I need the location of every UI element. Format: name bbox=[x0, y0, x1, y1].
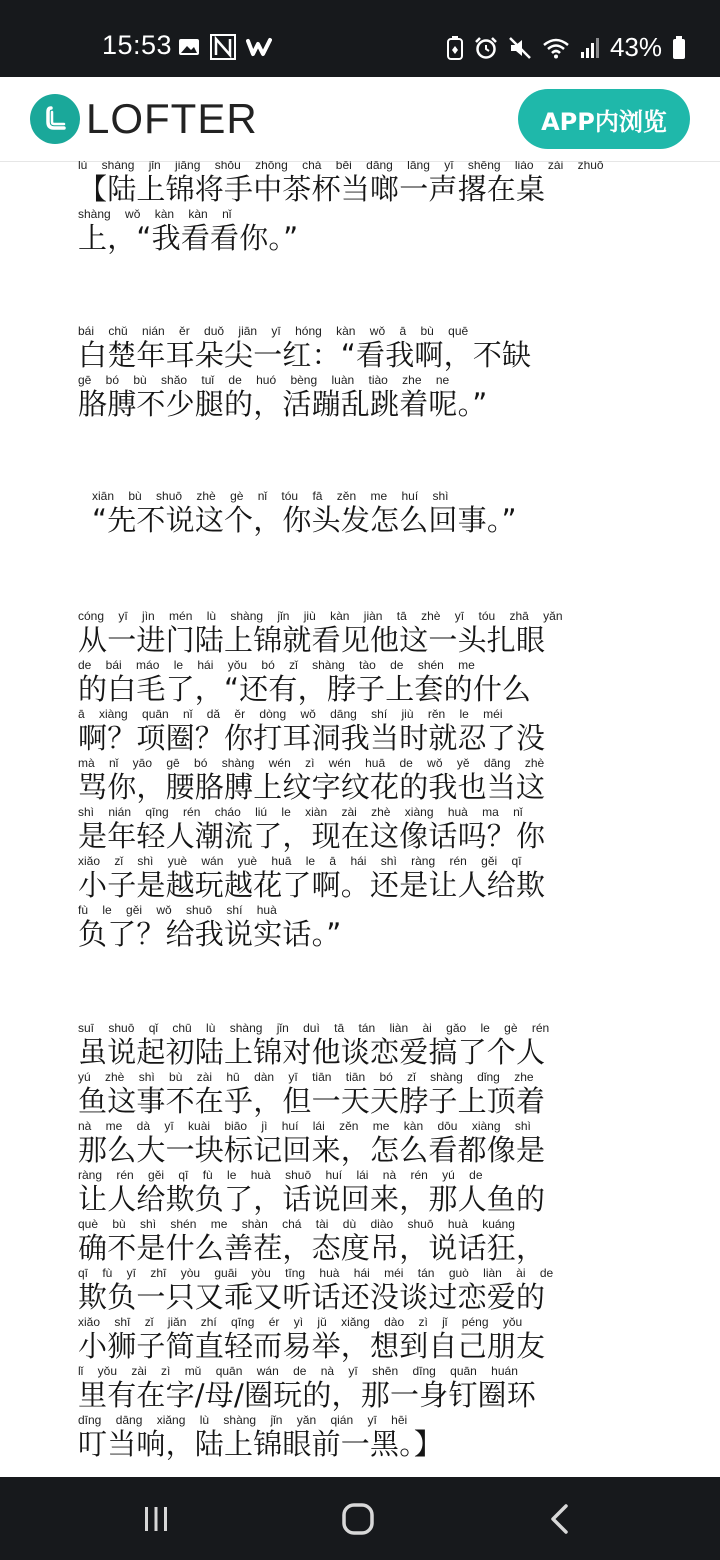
line-text: 骂你，腰胳膊上纹字纹花的我也当这 bbox=[78, 770, 546, 804]
pinyin-annotation: de bái máo le hái yǒu bó zǐ shàng tào de shén me bbox=[78, 658, 475, 672]
text-line bbox=[78, 1168, 644, 1220]
paragraph bbox=[78, 324, 644, 425]
alarm-icon bbox=[474, 36, 498, 60]
image-icon bbox=[178, 37, 200, 57]
pinyin-annotation: xiǎo shī zǐ jiǎn zhí qīng ér yì jǔ xiǎng dào zì jǐ péng yǒu bbox=[78, 1315, 523, 1329]
line-text: 虽说起初陆上锦对他谈恋爱搞了个人 bbox=[78, 1035, 546, 1069]
text-line bbox=[78, 1119, 644, 1171]
line-text: 欺负一只又乖又听话还没谈过恋爱的 bbox=[78, 1280, 546, 1314]
line-text: 白楚年耳朵尖一红：“看我啊，不缺 bbox=[78, 338, 532, 372]
text-line bbox=[78, 161, 644, 210]
w-app-icon bbox=[246, 37, 272, 57]
pinyin-annotation: mà nǐ yāo gē bó shàng wén zì wén huā de wǒ yě dāng zhè bbox=[78, 756, 545, 770]
paragraph bbox=[92, 489, 658, 541]
line-text: 负了？给我说实话。” bbox=[78, 917, 342, 951]
pinyin-annotation: shì nián qīng rén cháo liú le xiàn zài zhè xiàng huà ma nǐ bbox=[78, 805, 523, 819]
status-left-icons bbox=[178, 34, 272, 60]
pinyin-annotation: qī fù yī zhī yòu guāi yòu tīng huà hái méi tán guò liàn ài de bbox=[78, 1266, 554, 1280]
signal-icon bbox=[580, 37, 600, 59]
text-line bbox=[78, 854, 644, 906]
paragraph bbox=[78, 1021, 644, 1465]
line-text: 里有在字/母/圈玩的，那一身钉圈环 bbox=[78, 1378, 536, 1412]
line-text: 胳膊不少腿的，活蹦乱跳着呢。” bbox=[78, 387, 488, 421]
battery-icon bbox=[672, 36, 686, 60]
pinyin-annotation: yú zhè shì bù zài hū dàn yī tiān tiān bó zǐ shàng dǐng zhe bbox=[78, 1070, 534, 1084]
logo-text: LOFTER bbox=[86, 95, 258, 142]
pinyin-annotation: ā xiàng quān nǐ dǎ ěr dòng wǒ dāng shí jiù rěn le méi bbox=[78, 707, 503, 721]
text-line bbox=[92, 489, 658, 541]
pinyin-annotation: shàng wǒ kàn kàn nǐ bbox=[78, 207, 232, 221]
text-line bbox=[78, 658, 644, 710]
text-line bbox=[78, 1217, 644, 1269]
paragraph bbox=[78, 609, 644, 955]
line-text: 叮当响，陆上锦眼前一黑。】 bbox=[78, 1427, 444, 1461]
pinyin-annotation: fù le gěi wǒ shuō shí huà bbox=[78, 903, 277, 917]
status-time: 15:53 bbox=[102, 30, 173, 60]
system-navigation-bar bbox=[0, 1477, 720, 1560]
pinyin-annotation: ràng rén gěi qī fù le huà shuō huí lái nà rén yú de bbox=[78, 1168, 483, 1182]
line-text: 啊？项圈？你打耳洞我当时就忍了没 bbox=[78, 721, 546, 755]
pinyin-annotation: bái chǔ nián ěr duǒ jiān yī hóng kàn wǒ ā bù quē bbox=[78, 324, 469, 338]
home-icon bbox=[340, 1501, 376, 1537]
text-line bbox=[78, 707, 644, 759]
pinyin-annotation: què bù shì shén me shàn chá tài dù diào shuō huà kuáng bbox=[78, 1217, 515, 1231]
recent-apps-icon bbox=[140, 1503, 172, 1535]
open-in-app-button[interactable]: APP内浏览 bbox=[518, 89, 690, 149]
pinyin-annotation: xiān bù shuō zhè gè nǐ tóu fā zěn me huí shì bbox=[92, 489, 449, 503]
home-button[interactable] bbox=[338, 1499, 378, 1539]
line-text: 让人给欺负了，话说回来，那人鱼的 bbox=[78, 1182, 546, 1216]
pinyin-annotation: gē bó bù shǎo tuǐ de huó bèng luàn tiào zhe ne bbox=[78, 373, 450, 387]
n-app-icon bbox=[210, 34, 236, 60]
text-line bbox=[78, 373, 644, 425]
status-right-icons bbox=[446, 32, 686, 63]
text-line bbox=[78, 805, 644, 857]
text-line bbox=[78, 609, 644, 661]
text-line bbox=[78, 1021, 644, 1073]
recent-apps-button[interactable] bbox=[136, 1499, 176, 1539]
paragraph bbox=[78, 161, 644, 259]
line-text: 那么大一块标记回来，怎么看都像是 bbox=[78, 1133, 546, 1167]
article-content bbox=[0, 161, 720, 1477]
line-text: 是年轻人潮流了，现在这像话吗？你 bbox=[78, 819, 546, 853]
line-text: 小子是越玩越花了啊。还是让人给欺 bbox=[78, 868, 546, 902]
pinyin-annotation: nà me dà yī kuài biāo jì huí lái zěn me kàn dōu xiàng shì bbox=[78, 1119, 531, 1133]
mute-icon bbox=[508, 36, 532, 60]
text-line bbox=[78, 1315, 644, 1367]
text-line bbox=[78, 903, 644, 955]
line-text: 【陆上锦将手中茶杯当啷一声撂在桌 bbox=[78, 172, 546, 206]
text-line bbox=[78, 1364, 644, 1416]
pinyin-annotation: xiǎo zǐ shì yuè wán yuè huā le ā hái shì ràng rén gěi qī bbox=[78, 854, 522, 868]
line-text: 鱼这事不在乎，但一天天脖子上顶着 bbox=[78, 1084, 546, 1118]
line-text: 上，“我看看你。” bbox=[78, 221, 299, 255]
text-line bbox=[78, 1070, 644, 1122]
status-bar bbox=[0, 0, 720, 77]
pinyin-annotation: suī shuō qǐ chū lù shàng jǐn duì tā tán liàn ài gǎo le gè rén bbox=[78, 1021, 550, 1035]
lofter-logo-icon bbox=[30, 94, 80, 144]
battery-saver-icon bbox=[446, 35, 464, 61]
line-text: 确不是什么善茬，态度吊，说话狂， bbox=[78, 1231, 546, 1265]
lofter-logo[interactable] bbox=[30, 94, 258, 144]
text-line bbox=[78, 207, 644, 259]
back-button[interactable] bbox=[540, 1499, 580, 1539]
wifi-icon bbox=[542, 37, 570, 59]
pinyin-annotation: dīng dāng xiǎng lù shàng jǐn yǎn qián yī hēi bbox=[78, 1413, 408, 1427]
text-line bbox=[78, 1266, 644, 1318]
pinyin-annotation: cóng yī jìn mén lù shàng jǐn jiù kàn jiàn tā zhè yī tóu zhā yǎn bbox=[78, 609, 563, 623]
back-icon bbox=[544, 1503, 576, 1535]
pinyin-annotation: lǐ yǒu zài zì mǔ quān wán de nà yī shēn dīng quān huán bbox=[78, 1364, 518, 1378]
line-text: “先不说这个，你头发怎么回事。” bbox=[92, 503, 517, 537]
text-line bbox=[78, 1413, 644, 1465]
line-text: 的白毛了，“还有，脖子上套的什么 bbox=[78, 672, 532, 706]
line-text: 从一进门陆上锦就看见他这一头扎眼 bbox=[78, 623, 546, 657]
pinyin-annotation: lù shàng jǐn jiāng shǒu zhōng chá bēi dāng lāng yī shēng liào zài zhuō bbox=[78, 161, 604, 172]
line-text: 小狮子简直轻而易举，想到自己朋友 bbox=[78, 1329, 546, 1363]
text-line bbox=[78, 324, 644, 376]
app-header bbox=[0, 77, 720, 162]
text-line bbox=[78, 756, 644, 808]
battery-percentage: 43% bbox=[609, 32, 662, 62]
